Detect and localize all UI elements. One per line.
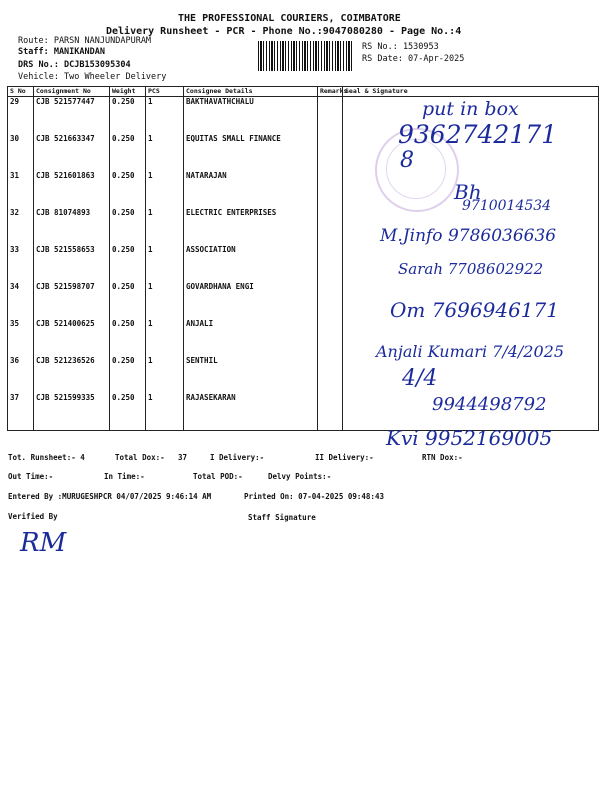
cell-consignment: CJB 521558653 bbox=[34, 245, 110, 282]
barcode bbox=[258, 41, 354, 71]
rtn-dox: RTN Dox:- bbox=[422, 453, 463, 462]
cell-consignment: CJB 521400625 bbox=[34, 319, 110, 356]
handwritten-signature: Bh bbox=[454, 180, 482, 204]
cell-consignee: RAJASEKARAN bbox=[184, 393, 318, 431]
verified-by-label: Verified By bbox=[8, 512, 58, 521]
handwritten-mark: 8 bbox=[400, 148, 414, 173]
col-weight: Weight bbox=[110, 87, 146, 97]
cell-consignment: CJB 81074893 bbox=[34, 208, 110, 245]
cell-sno: 33 bbox=[8, 245, 34, 282]
cell-consignee: ELECTRIC ENTERPRISES bbox=[184, 208, 318, 245]
handwritten-phone: 9362742171 bbox=[398, 120, 558, 149]
cell-weight: 0.250 bbox=[110, 393, 146, 431]
cell-weight: 0.250 bbox=[110, 245, 146, 282]
cell-pcs: 1 bbox=[146, 356, 184, 393]
table-row bbox=[8, 356, 599, 393]
rs-date: RS Date: 07-Apr-2025 bbox=[362, 54, 465, 64]
cell-consignee: ANJALI bbox=[184, 319, 318, 356]
cell-consignment: CJB 521599335 bbox=[34, 393, 110, 431]
col-consignment: Consignment No bbox=[34, 87, 110, 97]
cell-remarks bbox=[318, 393, 343, 431]
cell-sno: 37 bbox=[8, 393, 34, 431]
verified-signature: RM bbox=[20, 528, 67, 558]
cell-sno: 31 bbox=[8, 171, 34, 208]
cell-weight: 0.250 bbox=[110, 282, 146, 319]
handwritten-mark: 4/4 bbox=[402, 366, 438, 391]
ii-delivery: II Delivery:- bbox=[315, 453, 374, 462]
handwritten-phone: 9710014534 bbox=[462, 198, 552, 214]
vehicle: Vehicle: Two Wheeler Delivery bbox=[18, 72, 167, 82]
cell-sno: 36 bbox=[8, 356, 34, 393]
cell-consignment: CJB 521598707 bbox=[34, 282, 110, 319]
col-signature: Seal & Signature bbox=[343, 87, 599, 97]
cell-remarks bbox=[318, 208, 343, 245]
cell-weight: 0.250 bbox=[110, 319, 146, 356]
cell-consignee: GOVARDHANA ENGI bbox=[184, 282, 318, 319]
i-delivery: I Delivery:- bbox=[210, 453, 265, 462]
tot-runsheet: Tot. Runsheet:- 4 bbox=[8, 453, 85, 462]
cell-pcs: 1 bbox=[146, 245, 184, 282]
cell-weight: 0.250 bbox=[110, 208, 146, 245]
cell-signature bbox=[343, 356, 599, 393]
staff-signature-label: Staff Signature bbox=[248, 513, 316, 522]
cell-consignee: EQUITAS SMALL FINANCE bbox=[184, 134, 318, 171]
cell-pcs: 1 bbox=[146, 282, 184, 319]
cell-sno: 30 bbox=[8, 134, 34, 171]
total-dox-label: Total Dox:- bbox=[115, 453, 165, 462]
cell-consignee: NATARAJAN bbox=[184, 171, 318, 208]
cell-remarks bbox=[318, 356, 343, 393]
cell-sno: 29 bbox=[8, 97, 34, 135]
handwritten-signature: Kvi 9952169005 bbox=[386, 426, 553, 450]
handwritten-phone: 9944498792 bbox=[432, 394, 547, 415]
runsheet-title: Delivery Runsheet - PCR - Phone No.:9047080280 - Page No.:4 bbox=[106, 26, 462, 37]
entered-by: Entered By :MURUGESHPCR 04/07/2025 9:46:14 AM bbox=[8, 492, 212, 501]
in-time: In Time:- bbox=[104, 472, 145, 481]
cell-pcs: 1 bbox=[146, 134, 184, 171]
cell-pcs: 1 bbox=[146, 171, 184, 208]
cell-pcs: 1 bbox=[146, 319, 184, 356]
cell-sno: 32 bbox=[8, 208, 34, 245]
cell-sno: 34 bbox=[8, 282, 34, 319]
delvy-points: Delvy Points:- bbox=[268, 472, 332, 481]
cell-remarks bbox=[318, 134, 343, 171]
cell-consignment: CJB 521663347 bbox=[34, 134, 110, 171]
rs-number: RS No.: 1530953 bbox=[362, 42, 439, 52]
cell-remarks bbox=[318, 319, 343, 356]
out-time: Out Time:- bbox=[8, 472, 54, 481]
total-dox-value: 37 bbox=[178, 453, 188, 462]
cell-pcs: 1 bbox=[146, 97, 184, 135]
cell-weight: 0.250 bbox=[110, 171, 146, 208]
handwritten-note: put in box bbox=[422, 98, 519, 120]
table-header bbox=[8, 87, 599, 97]
cell-weight: 0.250 bbox=[110, 134, 146, 171]
handwritten-signature: Om 7696946171 bbox=[390, 298, 559, 322]
col-consignee: Consignee Details bbox=[184, 87, 318, 97]
cell-consignment: CJB 521577447 bbox=[34, 97, 110, 135]
cell-consignment: CJB 521236526 bbox=[34, 356, 110, 393]
drs-number: DRS No.: DCJB153095304 bbox=[18, 60, 131, 70]
cell-weight: 0.250 bbox=[110, 356, 146, 393]
cell-remarks bbox=[318, 282, 343, 319]
company-name: THE PROFESSIONAL COURIERS, COIMBATORE bbox=[178, 13, 401, 24]
cell-remarks bbox=[318, 97, 343, 135]
cell-consignment: CJB 521601863 bbox=[34, 171, 110, 208]
cell-sno: 35 bbox=[8, 319, 34, 356]
cell-remarks bbox=[318, 171, 343, 208]
cell-remarks bbox=[318, 245, 343, 282]
cell-consignee: SENTHIL bbox=[184, 356, 318, 393]
col-sno: S No bbox=[8, 87, 34, 97]
handwritten-signature: Sarah 7708602922 bbox=[398, 260, 544, 278]
route: Route: PARSN NANJUNDAPURAM bbox=[18, 36, 152, 46]
handwritten-signature: M.Jinfo 9786036636 bbox=[380, 226, 557, 246]
col-pcs: PCS bbox=[146, 87, 184, 97]
handwritten-signature: Anjali Kumari 7/4/2025 bbox=[376, 342, 565, 361]
cell-consignee: BAKTHAVATHCHALU bbox=[184, 97, 318, 135]
cell-consignee: ASSOCIATION bbox=[184, 245, 318, 282]
cell-pcs: 1 bbox=[146, 208, 184, 245]
staff: Staff: MANIKANDAN bbox=[18, 47, 105, 57]
printed-on: Printed On: 07-04-2025 09:48:43 bbox=[244, 492, 384, 501]
cell-pcs: 1 bbox=[146, 393, 184, 431]
cell-weight: 0.250 bbox=[110, 97, 146, 135]
col-remarks: Remarks bbox=[318, 87, 343, 97]
total-pod: Total POD:- bbox=[193, 472, 243, 481]
